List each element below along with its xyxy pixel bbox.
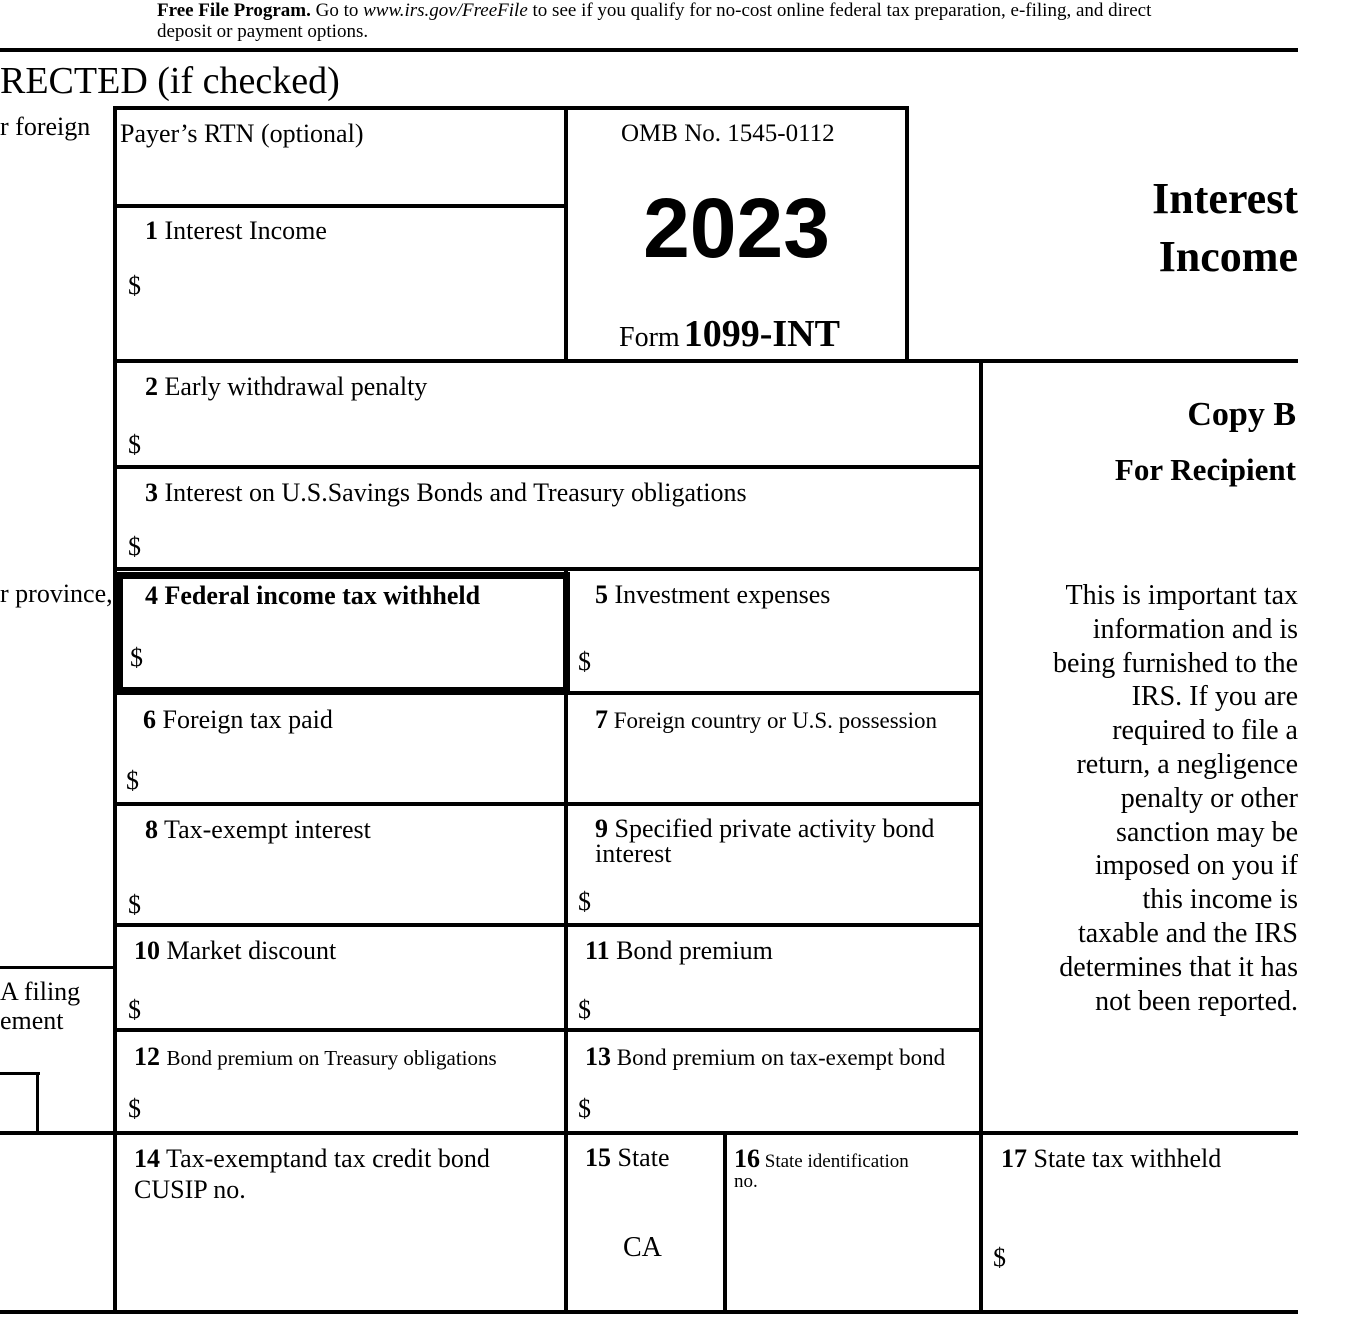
free-file-bold: Free File Program. — [157, 0, 311, 21]
notice-line: required to file a — [1112, 715, 1298, 747]
free-file-link[interactable]: www.irs.gov/FreeFile — [363, 0, 528, 21]
box-12-label: 12 Bond premium on Treasury obligations — [134, 1042, 497, 1071]
form-title-line2: Income — [1158, 232, 1298, 281]
box-17-label: 17 State tax withheld — [1001, 1144, 1222, 1173]
notice-line: being furnished to the — [1053, 647, 1298, 679]
box-9-dollar: $ — [578, 887, 591, 916]
form-bottom-line — [0, 1310, 1298, 1314]
corrected-heading: RECTED (if checked) — [0, 60, 340, 102]
row2-bottom-line — [113, 465, 983, 469]
free-file-post: to see if you qualify for no-cost online federal tax preparation, e-filing, and direct — [527, 0, 1152, 21]
notice-line: imposed on you if — [1095, 850, 1298, 882]
box-9-label: 9 Specified private activity bond — [595, 814, 935, 843]
box-12-dollar: $ — [128, 1094, 141, 1123]
box-1-dollar: $ — [128, 271, 141, 300]
notice-line: sanction may be — [1116, 816, 1298, 848]
box-8-label: 8 Tax-exempt interest — [145, 815, 371, 844]
fatca-checkbox-top — [0, 1072, 40, 1075]
free-file-line2: deposit or payment options. — [157, 21, 369, 42]
notice-line: taxable and the IRS — [1077, 917, 1298, 949]
free-file-pre: Go to — [310, 0, 364, 21]
box-9-label-line2: interest — [595, 839, 672, 868]
box-13-field[interactable] — [596, 1080, 974, 1128]
row7-bottom-line — [113, 1028, 983, 1032]
box-6-dollar: $ — [126, 766, 139, 795]
box-10-dollar: $ — [128, 995, 141, 1024]
box-14-field[interactable] — [134, 1210, 560, 1306]
form-title-line1: Interest — [1152, 174, 1298, 223]
box-12-field[interactable] — [145, 1080, 560, 1128]
box-8-dollar: $ — [128, 890, 141, 919]
omb-right-border — [905, 106, 909, 362]
free-file-notice — [157, 0, 1151, 42]
box-3-field[interactable] — [145, 522, 975, 565]
form-title — [1152, 170, 1298, 286]
box-15-value[interactable]: CA — [623, 1232, 662, 1263]
row5-bottom-line — [113, 802, 983, 806]
notice-line: return, a negligence — [1076, 748, 1298, 780]
box-2-label: 2 Early withdrawal penalty — [145, 372, 428, 401]
box-14-label-line2: CUSIP no. — [134, 1175, 246, 1204]
box-3-dollar: $ — [128, 532, 141, 561]
payer-foreign-fragment: r foreign — [0, 112, 91, 141]
copy-label: Copy B — [1187, 396, 1296, 433]
box-6-label: 6 Foreign tax paid — [143, 705, 333, 734]
box-8-field[interactable] — [145, 860, 560, 920]
box-2-dollar: $ — [128, 430, 141, 459]
box-9-field[interactable] — [596, 870, 974, 920]
box-11-field[interactable] — [596, 978, 974, 1026]
row1-bottom-line — [113, 359, 1298, 363]
box-17-field[interactable] — [1010, 1220, 1295, 1306]
box-3-label: 3 Interest on U.S.Savings Bonds and Treasury obligations — [145, 478, 747, 507]
box-4-dollar: $ — [130, 643, 143, 672]
box-7-label: 7 Foreign country or U.S. possession — [595, 705, 938, 734]
form-name: 1099-INT — [683, 313, 840, 355]
box-13-label: 13 Bond premium on tax-exempt bond — [585, 1042, 946, 1071]
row6-bottom-line — [113, 923, 983, 927]
box-4-field[interactable] — [148, 620, 548, 676]
fatca-top-line — [0, 966, 116, 969]
box-16-label: 16 State identification — [734, 1144, 909, 1173]
box-13-dollar: $ — [578, 1094, 591, 1123]
fatca-fragment-2: ement — [0, 1006, 64, 1035]
box-15-label: 15 State — [585, 1143, 670, 1172]
tax-year: 2023 — [643, 181, 830, 275]
form-id — [619, 315, 840, 353]
box-10-label: 10 Market discount — [134, 936, 337, 965]
payer-rtn-field[interactable] — [118, 150, 562, 202]
payer-rtn-label: Payer’s RTN (optional) — [120, 119, 364, 148]
right-column-border — [979, 359, 983, 1314]
box-5-dollar: $ — [578, 647, 591, 676]
row3-bottom-line — [113, 567, 983, 571]
omb-number: OMB No. 1545-0112 — [621, 120, 835, 147]
box-1-label: 1 Interest Income — [145, 216, 327, 245]
header-divider — [0, 48, 1298, 52]
notice-line: IRS. If you are — [1131, 681, 1298, 713]
box-17-dollar: $ — [993, 1243, 1006, 1272]
box-16-field[interactable] — [730, 1200, 975, 1306]
notice-line: not been reported. — [1095, 985, 1298, 1017]
box-11-dollar: $ — [578, 995, 591, 1024]
rtn-bottom-line — [113, 204, 566, 208]
box-7-field[interactable] — [574, 740, 974, 800]
box-2-field[interactable] — [145, 420, 975, 463]
notice-line: determines that it has — [1059, 951, 1298, 983]
recipient-notice — [1053, 579, 1298, 1018]
row8-bottom-line — [0, 1131, 1298, 1135]
box-14-label: 14 Tax-exemptand tax credit bond — [134, 1144, 490, 1173]
box-16-label-line2: no. — [734, 1171, 758, 1192]
box-6-field[interactable] — [145, 748, 560, 800]
box-1-field[interactable] — [145, 262, 560, 356]
for-recipient-label: For Recipient — [1114, 452, 1296, 487]
box-11-label: 11 Bond premium — [585, 936, 773, 965]
province-fragment: r province, — [0, 579, 113, 608]
box-5-field[interactable] — [596, 625, 974, 687]
box-10-field[interactable] — [145, 978, 560, 1026]
fatca-fragment-1: A filing — [0, 977, 81, 1006]
notice-line: information and is — [1092, 613, 1298, 645]
form-prefix: Form — [619, 322, 680, 353]
state-column-line — [723, 1131, 727, 1314]
box-4-label: 4 Federal income tax withheld — [145, 581, 481, 610]
box-5-label: 5 Investment expenses — [595, 580, 831, 609]
notice-line: penalty or other — [1120, 782, 1298, 814]
notice-line: This is important tax — [1065, 580, 1298, 611]
grid-top-border — [113, 106, 909, 110]
fatca-checkbox[interactable] — [36, 1072, 39, 1134]
notice-line: this income is — [1142, 884, 1298, 916]
